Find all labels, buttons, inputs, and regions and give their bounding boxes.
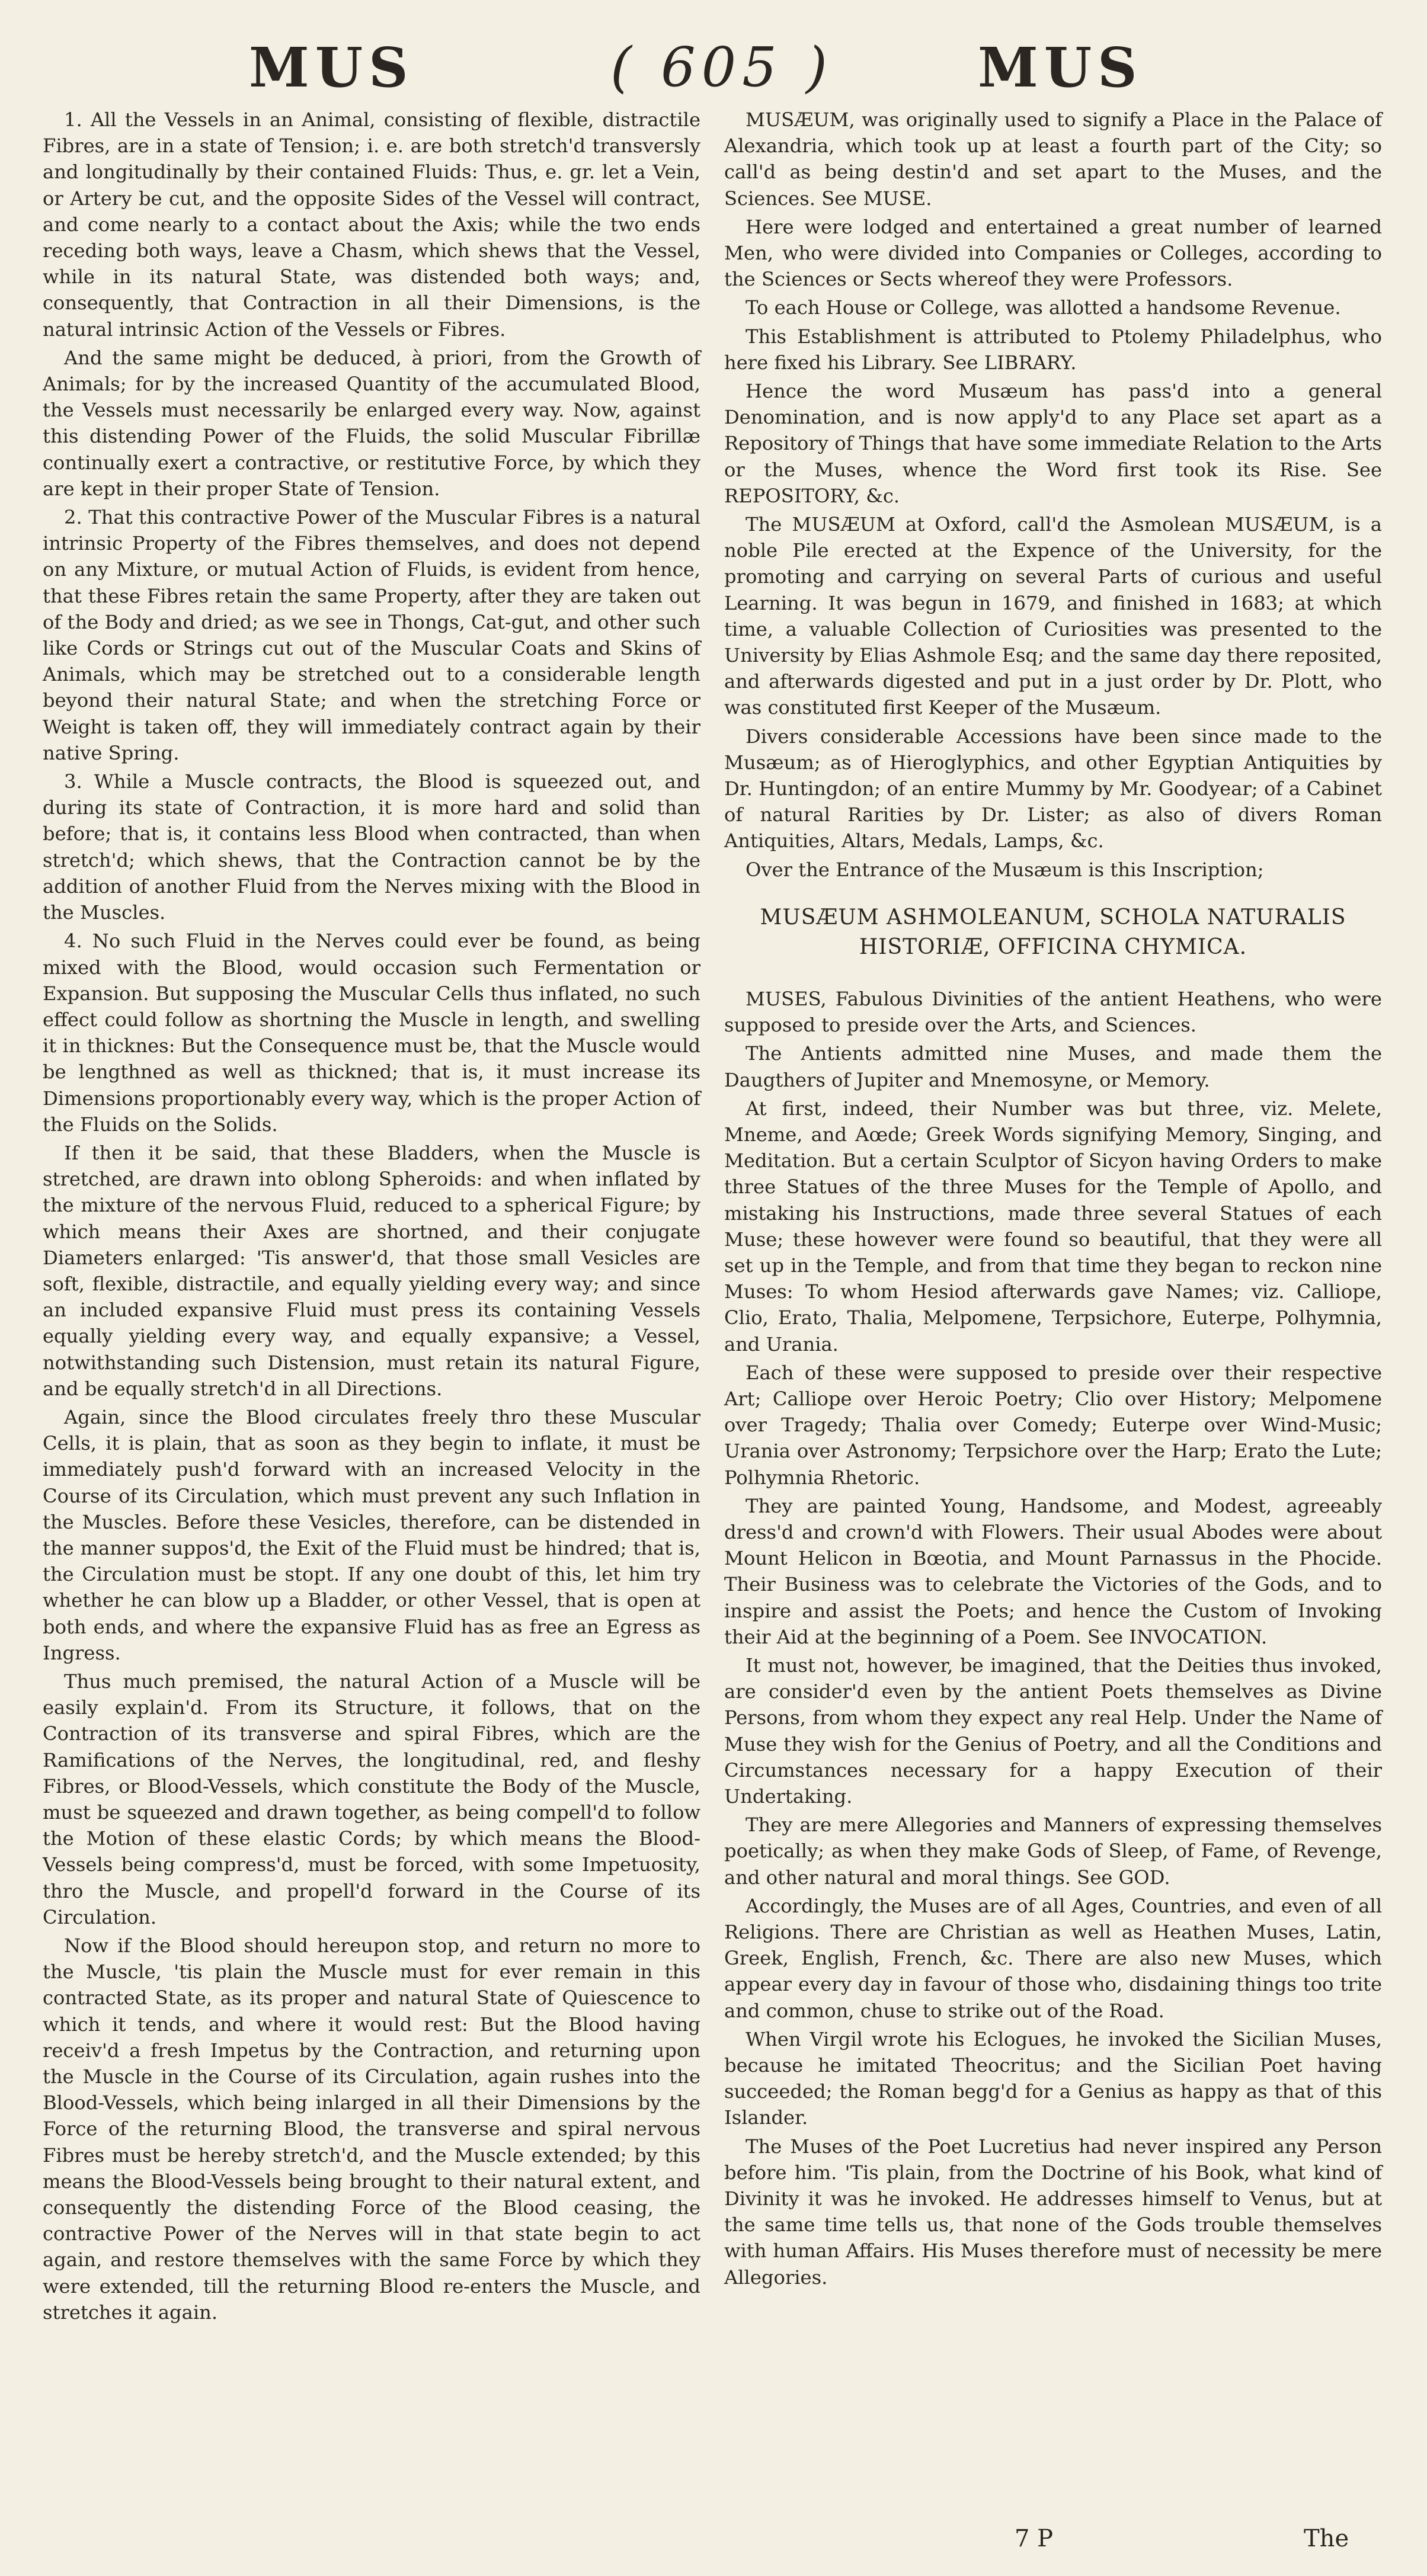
page-footer (0, 2525, 1427, 2561)
paragraph: Accordingly, the Muses are of all Ages, Countries, and even of all Religions. There are Christian as well as Heathen Muses, Latin, Greek, English, French, &c. There are also new Muses, which appear every day in favour of those who, disdaining things too trite and common, chuse to strike out of the Road. (724, 1894, 1382, 2022)
paragraph: The MUSÆUM at Oxford, call'd the Asmolean MUSÆUM, is a noble Pile erected at the Expence of the University, for the promoting and carrying on several Parts of curious and useful Learning. It was begun in 1679, and finished in 1683; at which time, a valuable Collection of Curiosities was presented to the University by Elias Ashmole Esq; and the same day there reposited, and afterwards digested and put in a just order by Dr. Plott, who was constituted first Keeper of the Musæum. (724, 513, 1382, 719)
paragraph: Here were lodged and entertained a great number of learned Men, who were divided into Companies or Colleges, according to the Sciences or Sects whereof they were Professors. (724, 215, 1382, 291)
paragraph: Divers considerable Accessions have been since made to the Musæum; as of Hieroglyphics, and other Egyptian Antiquities by Dr. Huntingdon; of an entire Mummy by Mr. Goodyear; of a Cabinet of natural Rarities by Dr. Lister; as also of divers Roman Antiquities, Altars, Medals, Lamps, &c. (724, 725, 1382, 853)
paragraph: MUSES, Fabulous Divinities of the antient Heathens, who were supposed to preside over the Arts, and Sciences. (724, 987, 1382, 1037)
paragraph: If then it be said, that these Bladders, when the Muscle is stretched, are drawn into oblong Spheroids: and when inflated by the mixture of the nervous Fluid, reduced to a spherical Figure; by which means their Axes are shortned, and their conjugate Diameters enlarged: 'Tis answer'd, that those small Vesicles are soft, flexible, distractile, and equally yielding every way; and since an included expansive Fluid must press its containing Vessels equally yielding every way, and equally expansive; a Vessel, notwithstanding such Distension, must retain its natural Figure, and be equally stretch'd in all Directions. (43, 1141, 700, 1400)
inscription: MUSÆUM ASHMOLEANUM, SCHOLA NATURALIS HISTORIÆ, OFFICINA CHYMICA. (760, 905, 1346, 959)
paragraph: When Virgil wrote his Eclogues, he invoked the Sicilian Muses, because he imitated Theocritus; and the Sicilian Poet having succeeded; the Roman begg'd for a Genius as happy as that of this Islander. (724, 2027, 1382, 2129)
paragraph: They are painted Young, Handsome, and Modest, agreeably dress'd and crown'd with Flowers. Their usual Abodes were about Mount Helicon in Bœotia, and Mount Parnassus in the Phocide. Their Business was to celebrate the Victories of the Gods, and to inspire and assist the Poets; and hence the Custom of Invoking their Aid at the beginning of a Poem. See INVOCATION. (724, 1494, 1382, 1648)
paragraph: 1. All the Vessels in an Animal, consisting of flexible, distractile Fibres, are in a state of Tension; i. e. are both stretch'd transversly and longitudinally by their contained Fluids: Thus, e. gr. let a Vein, or Artery be cut, and the opposite Sides of the Vessel will contract, and come nearly to a contact about the Axis; while the two ends receding both ways, leave a Chasm, which shews that the Vessel, while in its natural State, was distended both ways; and, consequently, that Contraction in all their Dimensions, is the natural intrinsic Action of the Vessels or Fibres. (43, 108, 700, 341)
paragraph: 4. No such Fluid in the Nerves could ever be found, as being mixed with the Blood, would occasion such Fermentation or Expansion. But supposing the Muscular Cells thus inflated, no such effect could follow as shortning the Muscle in length, and swelling it in thicknes: But the Consequence must be, that the Muscle would be lengthned as well as thickned; that is, it must increase its Dimensions proportionably every way, which is the proper Action of the Fluids on the Solids. (43, 930, 700, 1136)
paragraph: Each of these were supposed to preside over their respective Art; Calliope over Heroic Poetry; Clio over History; Melpomene over Tragedy; Thalia over Comedy; Euterpe over Wind-Music; Urania over Astronomy; Terpsichore over the Harp; Erato the Lute; Polhymnia Rhetoric. (724, 1361, 1382, 1489)
paragraph: They are mere Allegories and Manners of expressing themselves poetically; as when they make Gods of Sleep, of Fame, of Revenge, and other natural and moral things. See GOD. (724, 1814, 1382, 1889)
paragraph: It must not, however, be imagined, that the Deities thus invoked, are consider'd even by the antient Poets themselves as Divine Persons, from whom they expect any real Help. Under the Name of Muse they wish for the Genius of Poetry, and all the Conditions and Circumstances necessary for a happy Execution of their Undertaking. (724, 1654, 1382, 1808)
paragraph: At first, indeed, their Number was but three, viz. Melete, Mneme, and Aœde; Greek Words signifying Memory, Singing, and Meditation. But a certain Sculptor of Sicyon having Orders to make three Statues of the three Muses for the Temple of Apollo, and mistaking his Instructions, made three several Statues of each Muse; these however were found so beautiful, that they were all set up in the Temple, and from that time they began to reckon nine Muses: To whom Hesiod afterwards gave Names; viz. Calliope, Clio, Erato, Thalia, Melpomene, Terpsichore, Euterpe, Polhymnia, and Urania. (724, 1097, 1382, 1356)
paragraph: Now if the Blood should hereupon stop, and return no more to the Muscle, 'tis plain the Muscle must for ever remain in this contracted State, as its proper and natural State of Quiescence to which it tends, and where it would rest: But the Blood having receiv'd a fresh Impetus by the Contraction, and returning upon the Muscle in the Course of its Circulation, again rushes into the Blood-Vessels, which being inlarged in all their Dimensions by the Force of the returning Blood, the transverse and spiral nervous Fibres must be hereby stretch'd, and the Muscle extended; by this means the Blood-Vessels being brought to their natural extent, and consequently the distending Force of the Blood ceasing, the contractive Power of the Nerves will in that state begin to act again, and restore themselves with the same Force by which they were extended, till the returning Blood re-enters the Muscle, and stretches it again. (43, 1934, 700, 2324)
paragraph: To each House or College, was allotted a handsome Revenue. (746, 296, 1341, 319)
headword-right: MUS (978, 36, 1143, 100)
page-number: ( 605 ) (610, 36, 833, 99)
catchword: The (1304, 2525, 1349, 2552)
paragraph: This Establishment is attributed to Ptolemy Philadelphus, who here fixed his Library. See LIBRARY. (724, 325, 1382, 374)
paragraph: The Antients admitted nine Muses, and made them the Daugthers of Jupiter and Mnemosyne, or Memory. (724, 1042, 1382, 1091)
running-head (0, 36, 1427, 113)
headword-left: MUS (249, 36, 414, 100)
left-column (43, 107, 700, 2328)
paragraph: 2. That this contractive Power of the Muscular Fibres is a natural intrinsic Property of the Fibres themselves, and does not depend on any Mixture, or mutual Action of Fluids, is evident from hence, that these Fibres retain the same Property, after they are taken out of the Body and dried; as we see in Thongs, Cat-gut, and other such like Cords or Strings cut out of the Muscular Coats and Skins of Animals, which may be stretched out to a considerable length beyond their natural State; and when the stretching Force or Weight is taken off, they will immediately contract again by their native Spring. (43, 506, 700, 764)
paragraph: Hence the word Musæum has pass'd into a general Denomination, and is now apply'd to any Place set apart as a Repository of Things that have some immediate Relation to the Arts or the Muses, whence the Word first took its Rise. See REPOSITORY, &c. (724, 380, 1382, 507)
right-column (724, 107, 1382, 2293)
paragraph: And the same might be deduced, à priori, from the Growth of Animals; for by the increased Quantity of the accumulated Blood, the Vessels must necessarily be enlarged every way. Now, against this distending Power of the Fluids, the solid Muscular Fibrillæ continually exert a contractive, or restitutive Force, by which they are kept in their proper State of Tension. (43, 346, 700, 500)
paragraph: 3. While a Muscle contracts, the Blood is squeezed out, and during its state of Contraction, it is more hard and solid than before; that is, it contains less Blood when contracted, than when stretch'd; which shews, that the Contraction cannot be by the addition of another Fluid from the Nerves mixing with the Blood in the Muscles. (43, 770, 700, 924)
paragraph: Again, since the Blood circulates freely thro these Muscular Cells, it is plain, that as soon as they begin to inflate, it must be immediately push'd forward with an increased Velocity in the Course of its Circulation, which must prevent any such Inflation in the Muscles. Before these Vesicles, therefore, can be distended in the manner suppos'd, the Exit of the Fluid must be hindred; that is, the Circulation must be stopt. If any one doubt of this, let him try whether he can blow up a Bladder, or other Vessel, that is open at both ends, and where the expansive Fluid has as free an Egress as Ingress. (43, 1405, 700, 1664)
paragraph: Thus much premised, the natural Action of a Muscle will be easily explain'd. From its Structure, it follows, that on the Contraction of its transverse and spiral Fibres, which are the Ramifications of the Nerves, the longitudinal, red, and fleshy Fibres, or Blood-Vessels, which constitute the Body of the Muscle, must be squeezed and drawn together, as being compell'd to follow the Motion of these elastic Cords; by which means the Blood-Vessels being compress'd, must be forced, with some Impetuosity, thro the Muscle, and propell'd forward in the Course of its Circulation. (43, 1670, 700, 1928)
signature-mark: 7 P (1015, 2525, 1054, 2552)
paragraph: The Muses of the Poet Lucretius had never inspired any Person before him. 'Tis plain, from the Doctrine of his Book, what kind of Divinity it was he invoked. He addresses himself to Venus, but at the same time tells us, that none of the Gods trouble themselves with human Affairs. His Muses therefore must of necessity be mere Allegories. (724, 2135, 1382, 2289)
paragraph: MUSÆUM, was originally used to signify a Place in the Palace of Alexandria, which took up at least a fourth part of the City; so call'd as being destin'd and set apart to the Muses, and the Sciences. See MUSE. (724, 108, 1382, 210)
paragraph: Over the Entrance of the Musæum is this Inscription; (746, 858, 1264, 881)
